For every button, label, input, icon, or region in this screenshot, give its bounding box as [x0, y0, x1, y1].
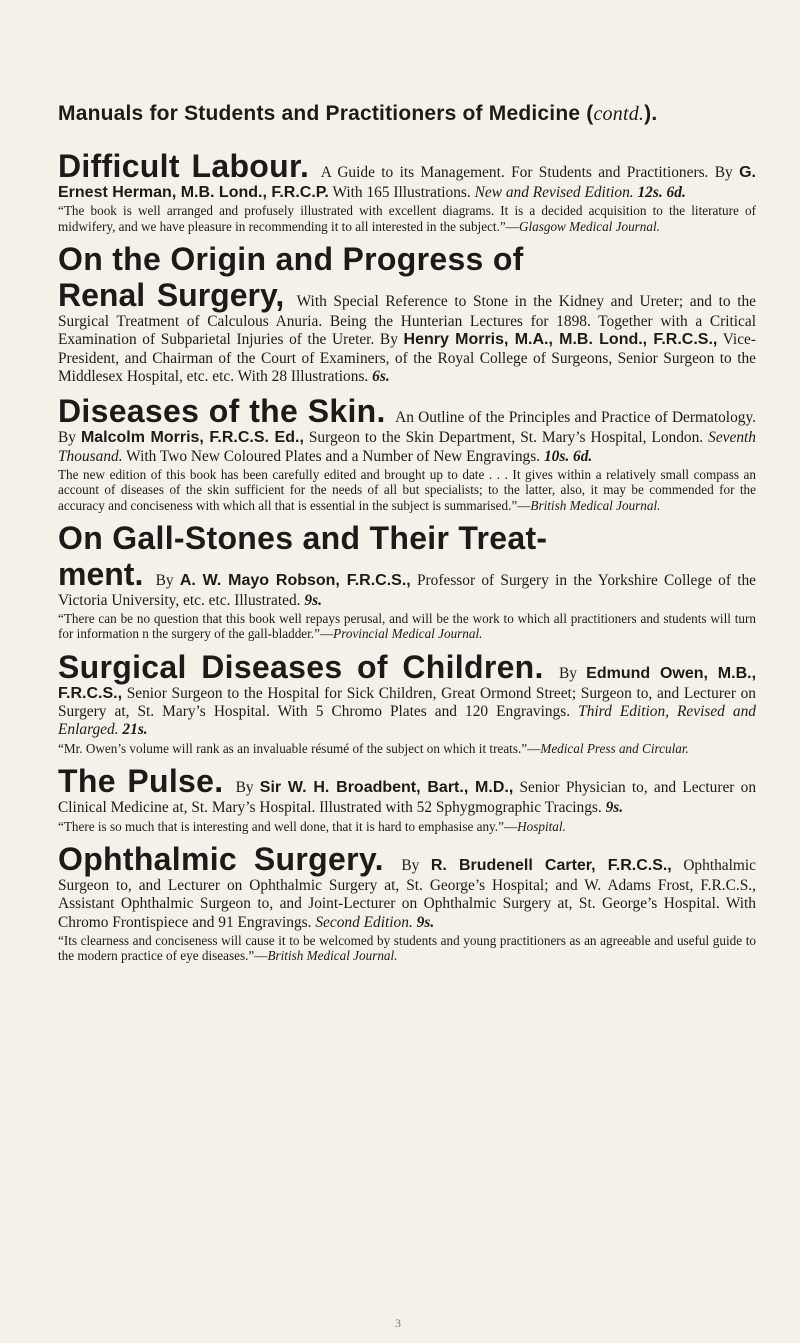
book-entry: On the Origin and Progress of Renal Surgery, With Special Reference to Stone in the Kidney and Ureter; and to the Surgical Treatment of Calculous Anuria. Being the Hunterian Lectures for 1898. Together with a Critical Examination of Subparietal Injuries of the Ureter. By Henry Morris, M.A., M.B. Lond., F.R.C.S., Vice-President, and Chairman of the Court of Examiners, of the Royal College of Surgeons, Senior Surgeon to the Middlesex Hospital, etc. etc. With 28 Illustrations. 6s.: [58, 240, 756, 386]
book-author: G. Ernest Herman, M.B. Lond., F.R.C.P.: [58, 164, 756, 201]
book-author: Malcolm Morris, F.R.C.S. Ed.,: [80, 429, 304, 447]
book-author: R. Brudenell Carter, F.R.C.S.,: [430, 856, 672, 874]
book-title: Surgical Diseases of Children.: [58, 648, 544, 685]
book-title: On the Origin and Progress of: [58, 240, 524, 277]
book-title: On Gall-Stones and Their Treat-: [58, 519, 548, 556]
book-author: Henry Morris, M.A., M.B. Lond., F.R.C.S.,: [403, 331, 718, 349]
book-title: Difficult Labour.: [58, 148, 310, 184]
book-title-continued: Renal Surgery,: [58, 276, 285, 313]
book-price: 6s.: [372, 368, 390, 386]
book-price: 21s.: [122, 721, 148, 739]
book-entries: [58, 148, 756, 970]
book-entry: On Gall-Stones and Their Treat- ment. By A. W. Mayo Robson, F.R.C.S., Professor of Surgery in the Yorkshire College of the Victoria University, etc. etc. Illustrated. 9s. “There can be no question that this book well repays perusal, and will be the work to which all practitioners and students will turn for information n the surgery of the gall-bladder.”—Provincial Medical Journal.: [58, 519, 757, 642]
review-quote: “The book is well arranged and profusely illustrated with excellent diagrams. It is a decided acquisition to the literature of midwifery, and we have pleasure in recommending it to all interested in the subject.”—Glasgow Medical Journal.: [58, 203, 756, 234]
page-number: 3: [395, 1316, 401, 1330]
book-author: Sir W. H. Broadbent, Bart., M.D.,: [259, 779, 514, 797]
book-title: Diseases of the Skin.: [58, 393, 386, 430]
book-title: The Pulse.: [58, 763, 224, 800]
book-price: 10s. 6d.: [543, 447, 593, 465]
review-quote: “There can be no question that this book well repays perusal, and will be the work to which all practitioners and students will turn for information n the surgery of the gall-bladder.”—Provincial Medical Journal.: [58, 611, 756, 642]
book-entry: Difficult Labour. A Guide to its Management. For Students and Practitioners. By G. Ernest Herman, M.B. Lond., F.R.C.P. With 165 Illustrations. New and Revised Edition. 12s. 6d. “The book is well arranged and profusely illustrated with excellent diagrams. It is a decided acquisition to the literature of midwifery, and we have pleasure in recommending it to all interested in the subject.”—Glasgow Medical Journal.: [58, 148, 756, 234]
book-entry: Surgical Diseases of Children. By Edmund Owen, M.B., F.R.C.S., Senior Surgeon to the Hospital for Sick Children, Great Ormond Street; Surgeon to, and Lecturer on Surgery at, St. Mary’s Hospital. With 5 Chromo Plates and 120 Engravings. Third Edition, Revised and Enlarged. 21s. “Mr. Owen’s volume will rank as an invaluable résumé of the subject on which it treats.”—Medical Press and Circular.: [58, 648, 757, 756]
review-quote: The new edition of this book has been carefully edited and brought up to date . . . It gives within a relatively small compass an account of diseases of the skin sufficient for the needs of all but specialists; to the latter, also, it may be commended for the accuracy and conciseness with which all that is essential in the subject is summarised.”—British Medical Journal.: [58, 467, 756, 513]
review-quote: “There is so much that is interesting and well done, that it is hard to emphasise any.”—Hospital.: [58, 818, 566, 834]
review-quote: “Mr. Owen’s volume will rank as an invaluable résumé of the subject on which it treats.”—Medical Press and Circular.: [58, 740, 689, 756]
book-price: 9s.: [304, 591, 322, 609]
book-entry: Diseases of the Skin. An Outline of the Principles and Practice of Dermatology. By Malcolm Morris, F.R.C.S. Ed., Surgeon to the Skin Department, St. Mary’s Hospital, London. Seventh Thousand. With Two New Coloured Plates and a Number of New Engravings. 10s. 6d. The new edition of this book has been carefully edited and brought up to date . . . It gives within a relatively small compass an account of diseases of the skin sufficient for the needs of all but specialists; to the latter, also, it may be commended for the accuracy and conciseness with which all that is essential in the subject is summarised.”—British Medical Journal.: [58, 393, 756, 513]
book-author: A. W. Mayo Robson, F.R.C.S.,: [179, 571, 411, 589]
book-price: 12s. 6d.: [637, 184, 686, 201]
book-entry: The Pulse. By Sir W. H. Broadbent, Bart., M.D., Senior Physician to, and Lecturer on Clinical Medicine at, St. Mary’s Hospital. Illustrated with 52 Sphygmographic Tracings. 9s. “There is so much that is interesting and well done, that it is hard to emphasise any.”—Hospital.: [58, 763, 757, 834]
review-quote: “Its clearness and conciseness will cause it to be welcomed by students and young practitioners as an agreeable and useful guide to the modern practice of eye diseases.”—British Medical Journal.: [58, 932, 756, 964]
book-title: Ophthalmic Surgery.: [58, 840, 384, 877]
book-author: Edmund Owen, M.B., F.R.C.S.,: [58, 664, 757, 702]
book-price: 9s.: [605, 799, 624, 817]
book-entry: Ophthalmic Surgery. By R. Brudenell Carter, F.R.C.S., Ophthalmic Surgeon to, and Lecturer on Ophthalmic Surgery at, St. George’s Hospital; and W. Adams Frost, F.R.C.S., Assistant Ophthalmic Surgeon to, and Joint-Lecturer on Ophthalmic Surgery at, St. George’s Hospital. With Chromo Frontispiece and 91 Engravings. Second Edition. 9s. “Its clearness and conciseness will cause it to be welcomed by students and young practitioners as an agreeable and useful guide to the modern practice of eye diseases.”—British Medical Journal.: [58, 840, 756, 964]
running-head: Manuals for Students and Practitioners of Medicine (contd.).: [58, 102, 658, 125]
book-price: 9s.: [416, 913, 435, 931]
book-title-continued: ment.: [58, 555, 144, 592]
